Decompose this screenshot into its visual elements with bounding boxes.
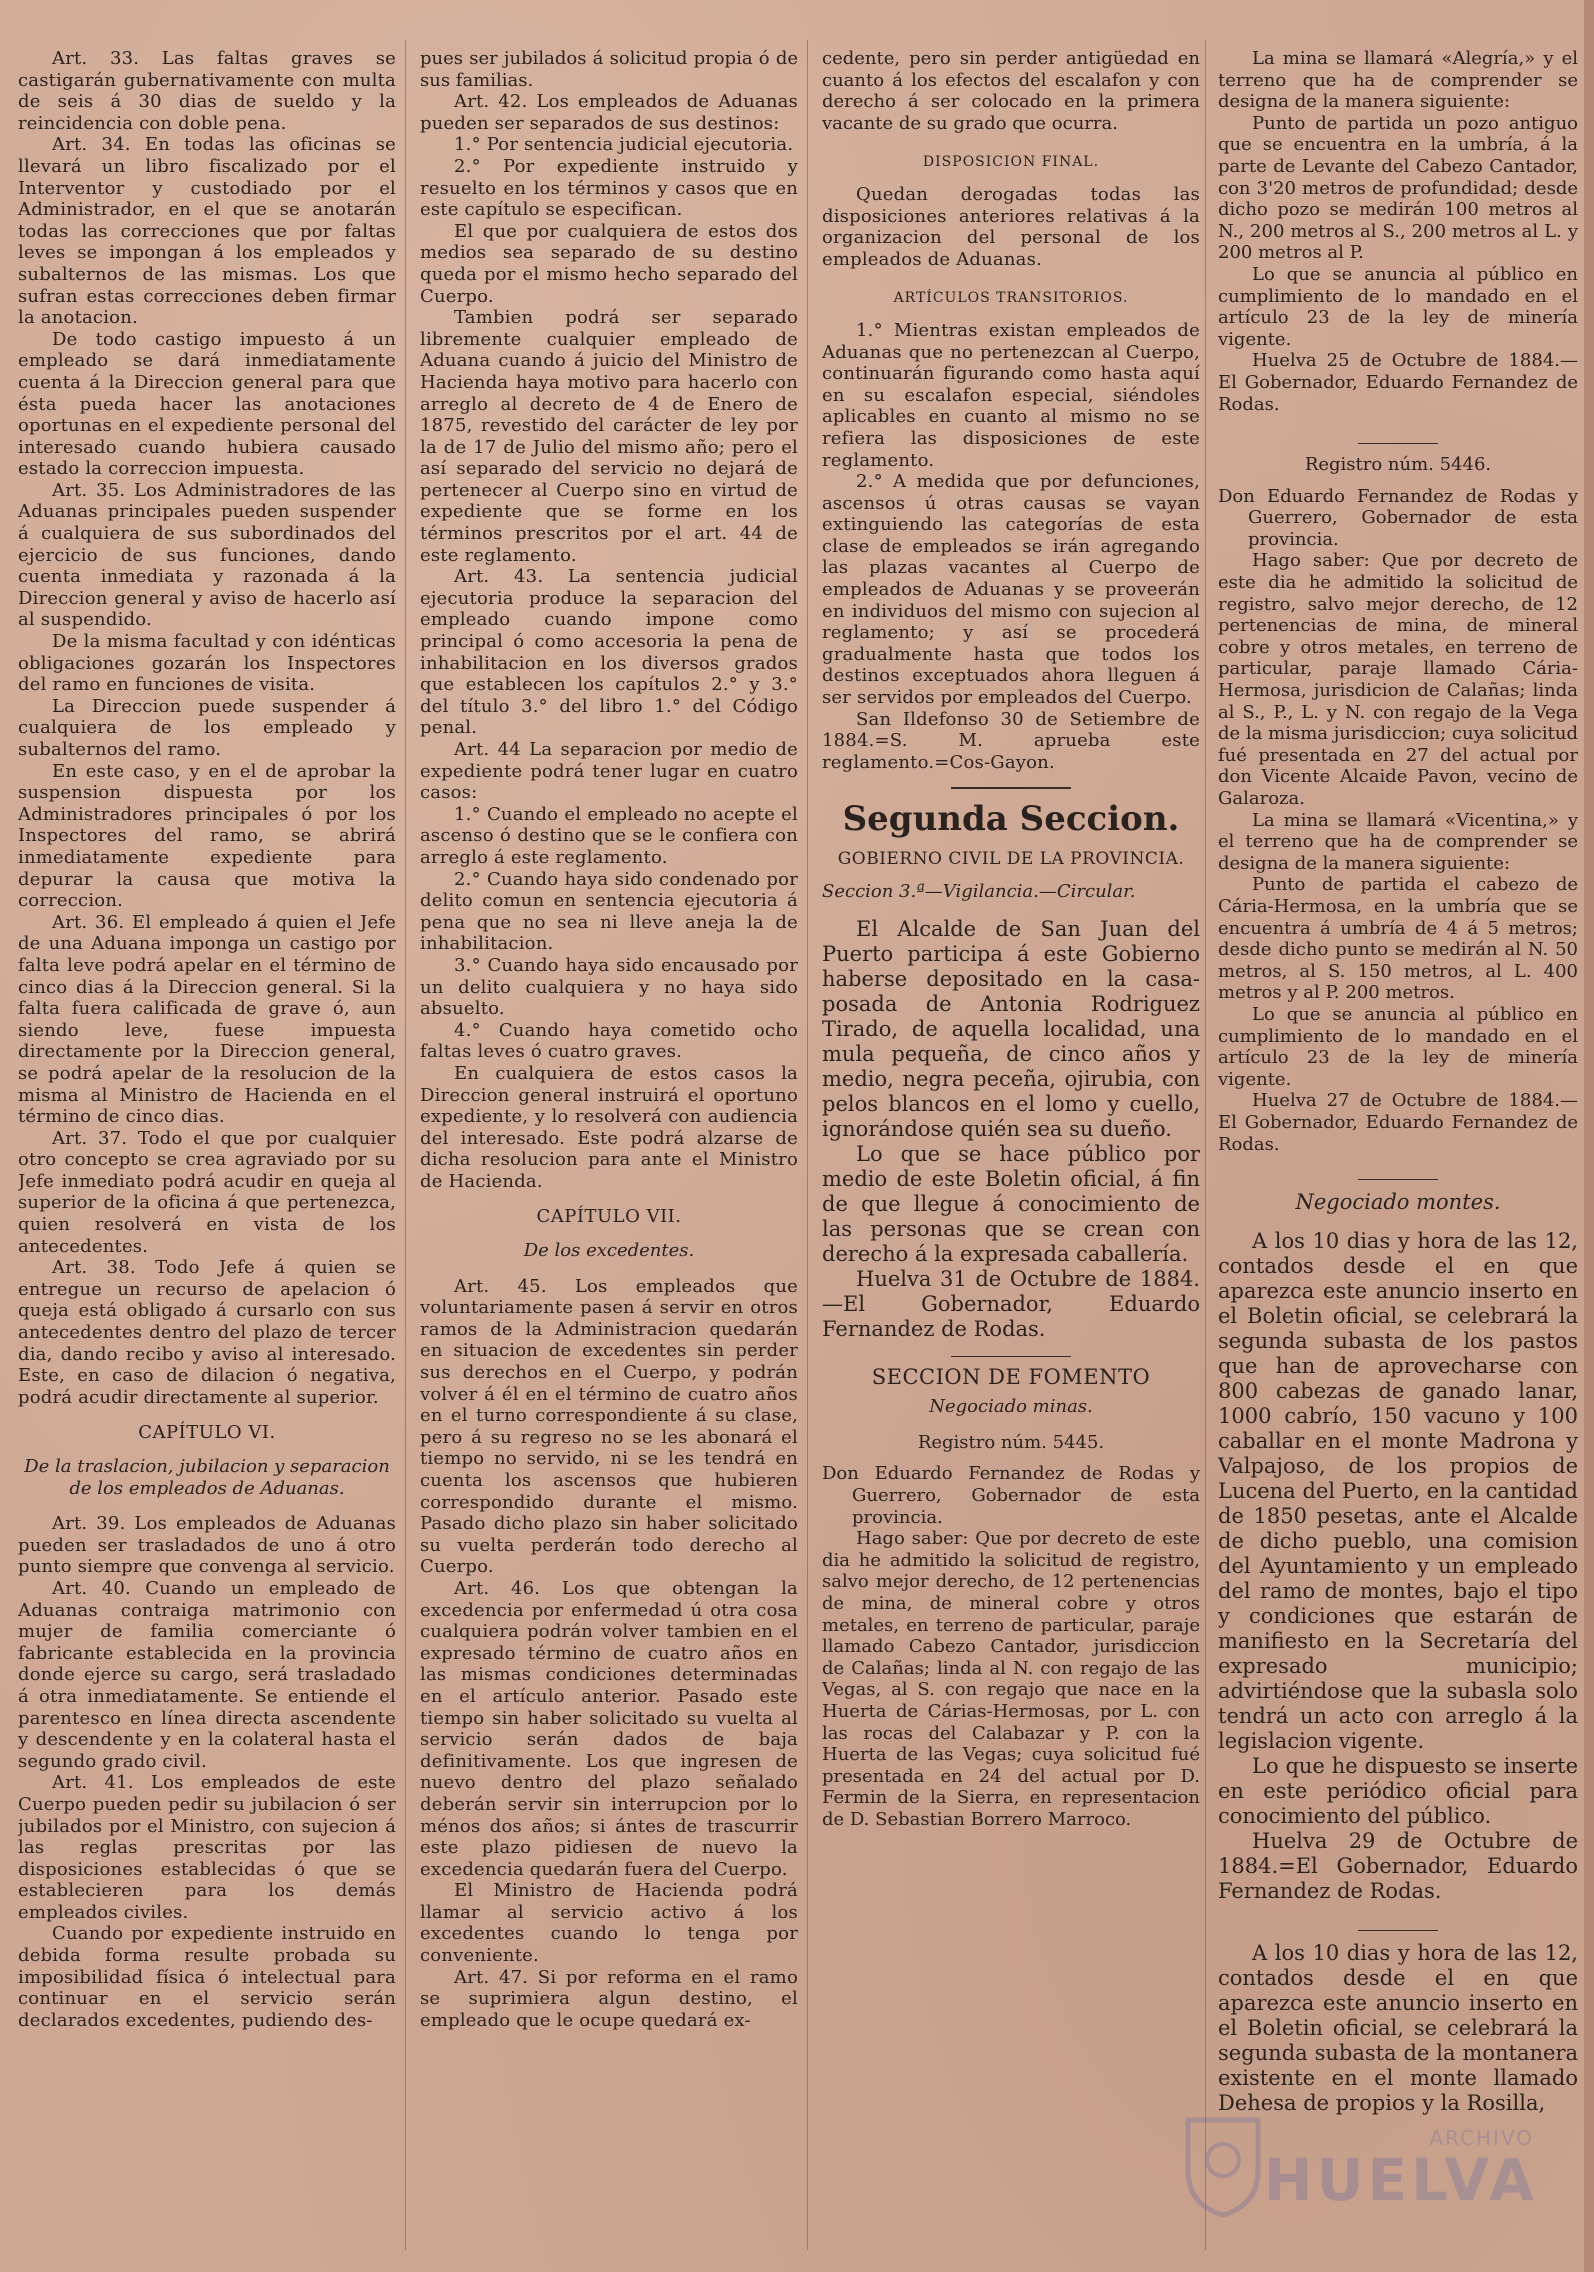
article-paragraph: Art. 44 La separacion por medio de expediente podrá tener lugar en cuatro casos: <box>420 739 798 804</box>
article-paragraph: De todo castigo impuesto á un empleado se dará inmediatamente cuenta á la Direccion general para que ésta pueda hacer las anotaciones oportunas en el expediente personal del interesado cuando hubiera causado estado la correccion impuesta. <box>18 328 396 480</box>
article-paragraph: 3.° Cuando haya sido encausado por un delito cualquiera y no haya sido absuelto. <box>420 954 798 1020</box>
watermark-text: HUELVA <box>1263 2146 1538 2214</box>
chapter-heading: CAPÍTULO VII. <box>536 1206 682 1228</box>
column-3 <box>822 48 1200 2248</box>
article-paragraph: Art. 41. Los empleados de este Cuerpo pueden pedir su jubilacion ó ser jubilados por el Ministro, con sujecion á las reglas prescritas por las disposiciones establecidas ó que se establecieren para los demás empleados civiles. <box>18 1772 396 1923</box>
circular-heading: Seccion 3.ª—Vigilancia.—Circular. <box>822 881 1136 902</box>
fomento-heading: SECCION DE FOMENTO <box>871 1364 1151 1389</box>
column-2 <box>420 48 798 2248</box>
article-paragraph: Art. 42. Los empleados de Aduanas pueden ser separados de sus destinos: <box>420 91 798 134</box>
notice-paragraph: Punto de partida un pozo antiguo que se encuentra en la umbría, á la parte de Levante del Cabezo Cantador, con 3'20 metros de profundidad; desde dicho pozo se medirán 100 metros al N., 200 metros al S., 200 metros al L. y 200 metros al P. <box>1218 112 1578 264</box>
section-subheading: DISPOSICION FINAL. <box>922 154 1100 171</box>
article-paragraph: Tambien podrá ser separado libremente cualquier empleado de Aduana cuando á juicio del Ministro de Hacienda haya motivo para hacerlo con arreglo al decreto de 4 de Enero de 1875, revestido del carácter de ley por la de 17 de Julio del mismo año; pero el así separado del servicio no dejará de pertenecer al Cuerpo sino en virtud de expediente que se forme en los términos prescritos por el art. 44 de este reglamento. <box>420 307 798 566</box>
governor-line: Don Eduardo Fernandez de Rodas y Guerrero, Gobernador de esta provincia. <box>822 1463 1200 1528</box>
chapter-heading: CAPÍTULO VI. <box>138 1422 276 1444</box>
notice-paragraph: Hago saber: Que por decreto de este dia he admitido la solicitud de registro, salvo mejor derecho, de 12 pertenencias de mina, de mineral cobre y otros metales, en terreno de particular, paraje llamado Cária-Hermosa, jurisdicion de Calañas; linda al S., P., L. y N. con regajo de la Vega de la misma jurisdiccion; cuya solicitud fué presentada en 27 del actual por don Vicente Alcaide Pavon, vecino de Galaroza. <box>1218 550 1578 809</box>
notice-paragraph: A los 10 dias y hora de las 12, contados desde el en que aparezca este anuncio inserto en el Boletin oficial, se celebrará la segunda subasta de los pastos que han de aprovecharse con 800 cabezas de ganado lanar, 1000 cabrío, 150 vacuno y 100 caballar en el monte Madrona y Valpajoso, de los propios de Lucena del Puerto, en la cantidad de 1850 pesetas, ante el Alcalde de dicho pueblo, una comision del Ayuntamiento y un empleado del ramo de montes, bajo el tipo y condiciones que estarán de manifiesto en la Secretaría del expresado municipio; advirtiéndose que la subasla solo tendrá un acto con arreglo á la legislacion vigente. <box>1218 1229 1578 1754</box>
notice-signature: Huelva 25 de Octubre de 1884.— El Gobernador, Eduardo Fernandez de Rodas. <box>1218 350 1578 415</box>
section-divider <box>1358 443 1438 444</box>
notice-signature: Huelva 29 de Octubre de 1884.=El Gobernador, Eduardo Fernandez de Rodas. <box>1218 1829 1578 1904</box>
notice-paragraph: El Alcalde de San Juan del Puerto participa á este Gobierno haberse depositado en la casa-posada de Antonia Rodriguez Tirado, de aquella localidad, una mula pequeña, de cinco años y medio, negra peceña, ojirubia, con pelos blancos en el lomo y cuello, ignorándose quién sea su dueño. <box>822 916 1200 1141</box>
column-rule <box>807 40 808 2250</box>
column-rule <box>405 40 406 2250</box>
column-1 <box>18 48 396 2248</box>
column-4 <box>1218 48 1578 2248</box>
article-paragraph: El que por cualquiera de estos dos medios sea separado de su destino queda por el mismo hecho separado del Cuerpo. <box>420 220 798 307</box>
article-paragraph: Cuando por expediente instruido en debida forma resulte probada su imposibilidad física ó intelectual para continuar en el servicio serán declarados excedentes, pudiendo des- <box>18 1923 396 2031</box>
archive-watermark <box>1178 2100 1538 2220</box>
notice-paragraph: Hago saber: Que por decreto de este dia he admitido la solicitud de registro, salvo mejor derecho, de 12 pertenencias de mina, de mineral cobre y otros metales, en terreno de particular, paraje llamado Cabezo Cantador, jurisdiccion de Calañas; linda al N. con regajo de las Vegas, al S. con regajo que nace en la Huerta de Cárias-Hermosas, por L. con las rocas del Calabazar y P. con la Huerta de las Vegas; cuya solicitud fué presentada en 24 del actual por D. Fermin de la Sierra, en representacion de D. Sebastian Borrero Marroco. <box>822 1528 1200 1830</box>
article-paragraph: pues ser jubilados á solicitud propia ó de sus familias. <box>420 48 798 91</box>
article-paragraph: Art. 37. Todo el que por cualquier otro concepto se crea agraviado por su Jefe inmediato podrá acudir en queja al superior de la oficina á que pertenezca, quien resolverá en vista de los antecedentes. <box>18 1127 396 1257</box>
article-paragraph: Art. 47. Si por reforma en el ramo se suprimiera algun destino, el empleado que le ocupe quedará ex- <box>420 1966 798 2031</box>
notice-paragraph: A los 10 dias y hora de las 12, contados desde el en que aparezca este anuncio inserto en el Boletin oficial, se celebrará la segunda subasta de la montanera existente en el monte llamado Dehesa de propios y la Rosilla, <box>1218 1941 1578 2116</box>
article-paragraph: Art. 40. Cuando un empleado de Aduanas contraiga matrimonio con mujer de familia comerciante ó fabricante establecida en la provincia donde ejerce su cargo, será trasladado á otra inmediatamente. Se entiende el parentesco en línea directa ascendente y descendente y en la colateral hasta el segundo grado civil. <box>18 1577 396 1772</box>
registro-heading: Registro núm. 5446. <box>1304 454 1492 476</box>
seal-icon <box>1178 2110 1268 2220</box>
article-paragraph: En este caso, y en el de aprobar la suspension dispuesta por los Administradores principales ó por los Inspectores del ramo, se abrirá inmediatamente expediente para depurar la causa que motiva la correccion. <box>18 760 396 912</box>
watermark-small-text: ARCHIVO <box>1429 2126 1534 2150</box>
article-paragraph: 1.° Por sentencia judicial ejecutoria. <box>454 134 794 156</box>
negociado-heading: Negociado minas. <box>929 1396 1093 1418</box>
article-paragraph: 2.° Cuando haya sido condenado por delito comun en sentencia ejecutoria á pena que no sea ni lleve aneja la de inhabilitacion. <box>420 868 798 955</box>
section-title: Segunda Seccion. <box>842 799 1180 840</box>
section-subheading: ARTÍCULOS TRANSITORIOS. <box>893 290 1129 307</box>
notice-paragraph: Lo que he dispuesto se inserte en este periódico oficial para conocimiento del público. <box>1218 1754 1578 1829</box>
section-divider <box>1358 1930 1438 1931</box>
notice-paragraph: La mina se llamará «Vicentina,» y el terreno que ha de comprender se designa de la manera siguiente: <box>1218 809 1578 874</box>
article-paragraph: Art. 46. Los que obtengan la excedencia por enfermedad ú otra cosa cualquiera podrán volver tambien en el expresado término de cuatro años en las mismas condiciones determinadas en el artículo anterior. Pasado este tiempo sin haber solicitado su vuelta al servicio serán dados de baja definitivamente. Los que ingresen de nuevo dentro del plazo señalado deberán servir sin interrupcion por lo ménos dos años; si ántes de trascurrir este plazo pidiesen de nuevo la excedencia quedarán fuera del Cuerpo. <box>420 1577 798 1880</box>
negociado-heading: Negociado montes. <box>1295 1190 1501 1215</box>
article-paragraph: cedente, pero sin perder antigüedad en cuanto á los efectos del escalafon y con derecho á ser colocado en la primera vacante de su grado que ocurra. <box>822 48 1200 134</box>
article-paragraph: San Ildefonso 30 de Setiembre de 1884.=S. M. aprueba este reglamento.=Cos-Gayon. <box>822 708 1200 773</box>
column-3-top <box>822 48 1200 773</box>
article-paragraph: 4.° Cuando haya cometido ocho faltas leves ó cuatro graves. <box>420 1019 798 1063</box>
section-divider <box>951 1356 1071 1357</box>
article-paragraph: El Ministro de Hacienda podrá llamar al servicio activo á los excedentes cuando lo tenga por conveniente. <box>420 1880 798 1967</box>
chapter-subtitle: De la traslacion, jubilacion y separacion de los empleados de Aduanas. <box>24 1456 390 1499</box>
article-paragraph: 1.° Mientras existan empleados de Aduanas que no pertenezcan al Cuerpo, continuarán figurando como hasta aquí en su escalafon especial, siéndoles aplicables en cuanto al mismo no se refiera las disposiciones de este reglamento. <box>822 319 1200 471</box>
notice-paragraph: Lo que se anuncia al público en cumplimiento de lo mandado en el artículo 23 de la ley de minería vigente. <box>1218 263 1578 350</box>
registro-heading: Registro núm. 5445. <box>917 1431 1105 1453</box>
article-paragraph: Art. 38. Todo Jefe á quien se entregue un recurso de apelacion ó queja está obligado á cursarlo con sus antecedentes dentro del plazo de tercer dia, dando recibo y aviso al interesado. Este, en caso de dilacion ó negativa, podrá acudir directamente al superior. <box>18 1257 396 1408</box>
article-paragraph: En cualquiera de estos casos la Direccion general instruirá el oportuno expediente, y lo resolverá con audiencia del interesado. Este podrá alzarse de dicha resolucion para ante el Ministro de Hacienda. <box>420 1062 798 1192</box>
column-rule <box>1205 40 1206 2250</box>
article-paragraph: La Direccion puede suspender á cualquiera de los empleado y subalternos del ramo. <box>18 695 396 760</box>
article-paragraph: Art. 36. El empleado á quien el Jefe de una Aduana imponga un castigo por falta leve podrá apelar en el término de cinco dias á la Direccion general. Si la falta fuera calificada de grave ó, aun siendo leve, fuese impuesta directamente por la Direccion general, se podrá apelar de la resolucion de la misma al Ministro de Hacienda en el término de cinco dias. <box>18 911 396 1128</box>
notice-paragraph: Punto de partida el cabezo de Cária-Hermosa, en la umbría que se encuentra á umbría de 4 á 5 metros; desde dicho punto se medirán al N. 50 metros, al S. 150 metros, al L. 400 metros y al P. 200 metros. <box>1218 874 1578 1004</box>
article-paragraph: Art. 33. Las faltas graves se castigarán gubernativamente con multa de seis á 30 dias de sueldo y la reincidencia con doble pena. <box>18 48 396 134</box>
article-paragraph: Art. 34. En todas las oficinas se llevará un libro fiscalizado por el Interventor y custodiado por el Administrador, en el que se anotarán todas las correcciones que por faltas leves se impongan á los empleados y subalternos de las mismas. Los que sufran estas correcciones deben firmar la anotacion. <box>18 134 396 329</box>
notice-signature: Huelva 31 de Octubre de 1884. —El Gobernador, Eduardo Fernandez de Rodas. <box>822 1266 1200 1341</box>
gobierno-heading: GOBIERNO CIVIL DE LA PROVINCIA. <box>837 849 1185 870</box>
governor-line: Don Eduardo Fernandez de Rodas y Guerrero, Gobernador de esta provincia. <box>1218 485 1578 550</box>
chapter-subtitle: De los excedentes. <box>523 1240 695 1262</box>
article-paragraph: 1.° Cuando el empleado no acepte el ascenso ó destino que se le confiera con arreglo á este reglamento. <box>420 803 798 868</box>
section-divider <box>951 787 1071 789</box>
notice-paragraph: Lo que se anuncia al público en cumplimiento de lo mandado en el artículo 23 de la ley de minería vigente. <box>1218 1003 1578 1090</box>
notice-paragraph: Lo que se hace público por medio de este Boletin oficial, á fin de que llegue á conocimiento de las personas que se crean con derecho á la expresada caballería. <box>822 1141 1200 1266</box>
article-paragraph: Quedan derogadas todas las disposiciones anteriores relativas á la organizacion del personal de los empleados de Aduanas. <box>822 183 1200 270</box>
article-paragraph: 2.° Por expediente instruido y resuelto en los términos y casos que en este capítulo se especifican. <box>420 155 798 221</box>
article-paragraph: Art. 35. Los Administradores de las Aduanas principales pueden suspender á cualquiera de sus subordinados del ejercicio de sus funciones, dando cuenta inmediata y razonada á la Direccion general y aviso de hacerlo así al suspendido. <box>18 479 396 631</box>
article-paragraph: Art. 39. Los empleados de Aduanas pueden ser trasladados de uno á otro punto siempre que convenga al servicio. <box>18 1513 396 1578</box>
section-divider <box>1358 1179 1438 1180</box>
article-paragraph: De la misma facultad y con idénticas obligaciones gozarán los Inspectores del ramo en funciones de visita. <box>18 631 396 696</box>
article-paragraph: 2.° A medida que por defunciones, ascensos ú otras causas se vayan extinguiendo las categorías de esta clase de empleados se irán agregando las plazas vacantes al Cuerpo de empleados de Aduanas y se proveerán en individuos del mismo con sujecion al reglamento; y así se procederá gradualmente hasta que todos los destinos exceptuados ahora lleguen á ser servidos por empleados del Cuerpo. <box>822 471 1200 709</box>
article-paragraph: Art. 43. La sentencia judicial ejecutoria produce la separacion del empleado cuando impone como principal ó como accesoria la pena de inhabilitacion en los diversos grados que establecen los capítulos 2.° y 3.° del título 3.° del libro 1.° del Código penal. <box>420 566 798 739</box>
article-paragraph: Art. 45. Los empleados que voluntariamente pasen á servir en otros ramos de la Administracion quedarán en situacion de excedentes sin perder sus derechos en el Cuerpo, y podrán volver á él en el término de cuatro años en el turno correspondiente á su clase, pero á su regreso no se les abonará el tiempo no servido, ni se les tendrá en cuenta los ascensos que hubieren correspondido durante el mismo. Pasado dicho plazo sin haber solicitado su vuelta perderán todo derecho al Cuerpo. <box>420 1275 798 1578</box>
notice-signature: Huelva 27 de Octubre de 1884.— El Gobernador, Eduardo Fernandez de Rodas. <box>1218 1090 1578 1155</box>
notice-paragraph: La mina se llamará «Alegría,» y el terreno que ha de comprender se designa de la manera siguiente: <box>1218 48 1578 113</box>
page-edge <box>1584 0 1594 2272</box>
